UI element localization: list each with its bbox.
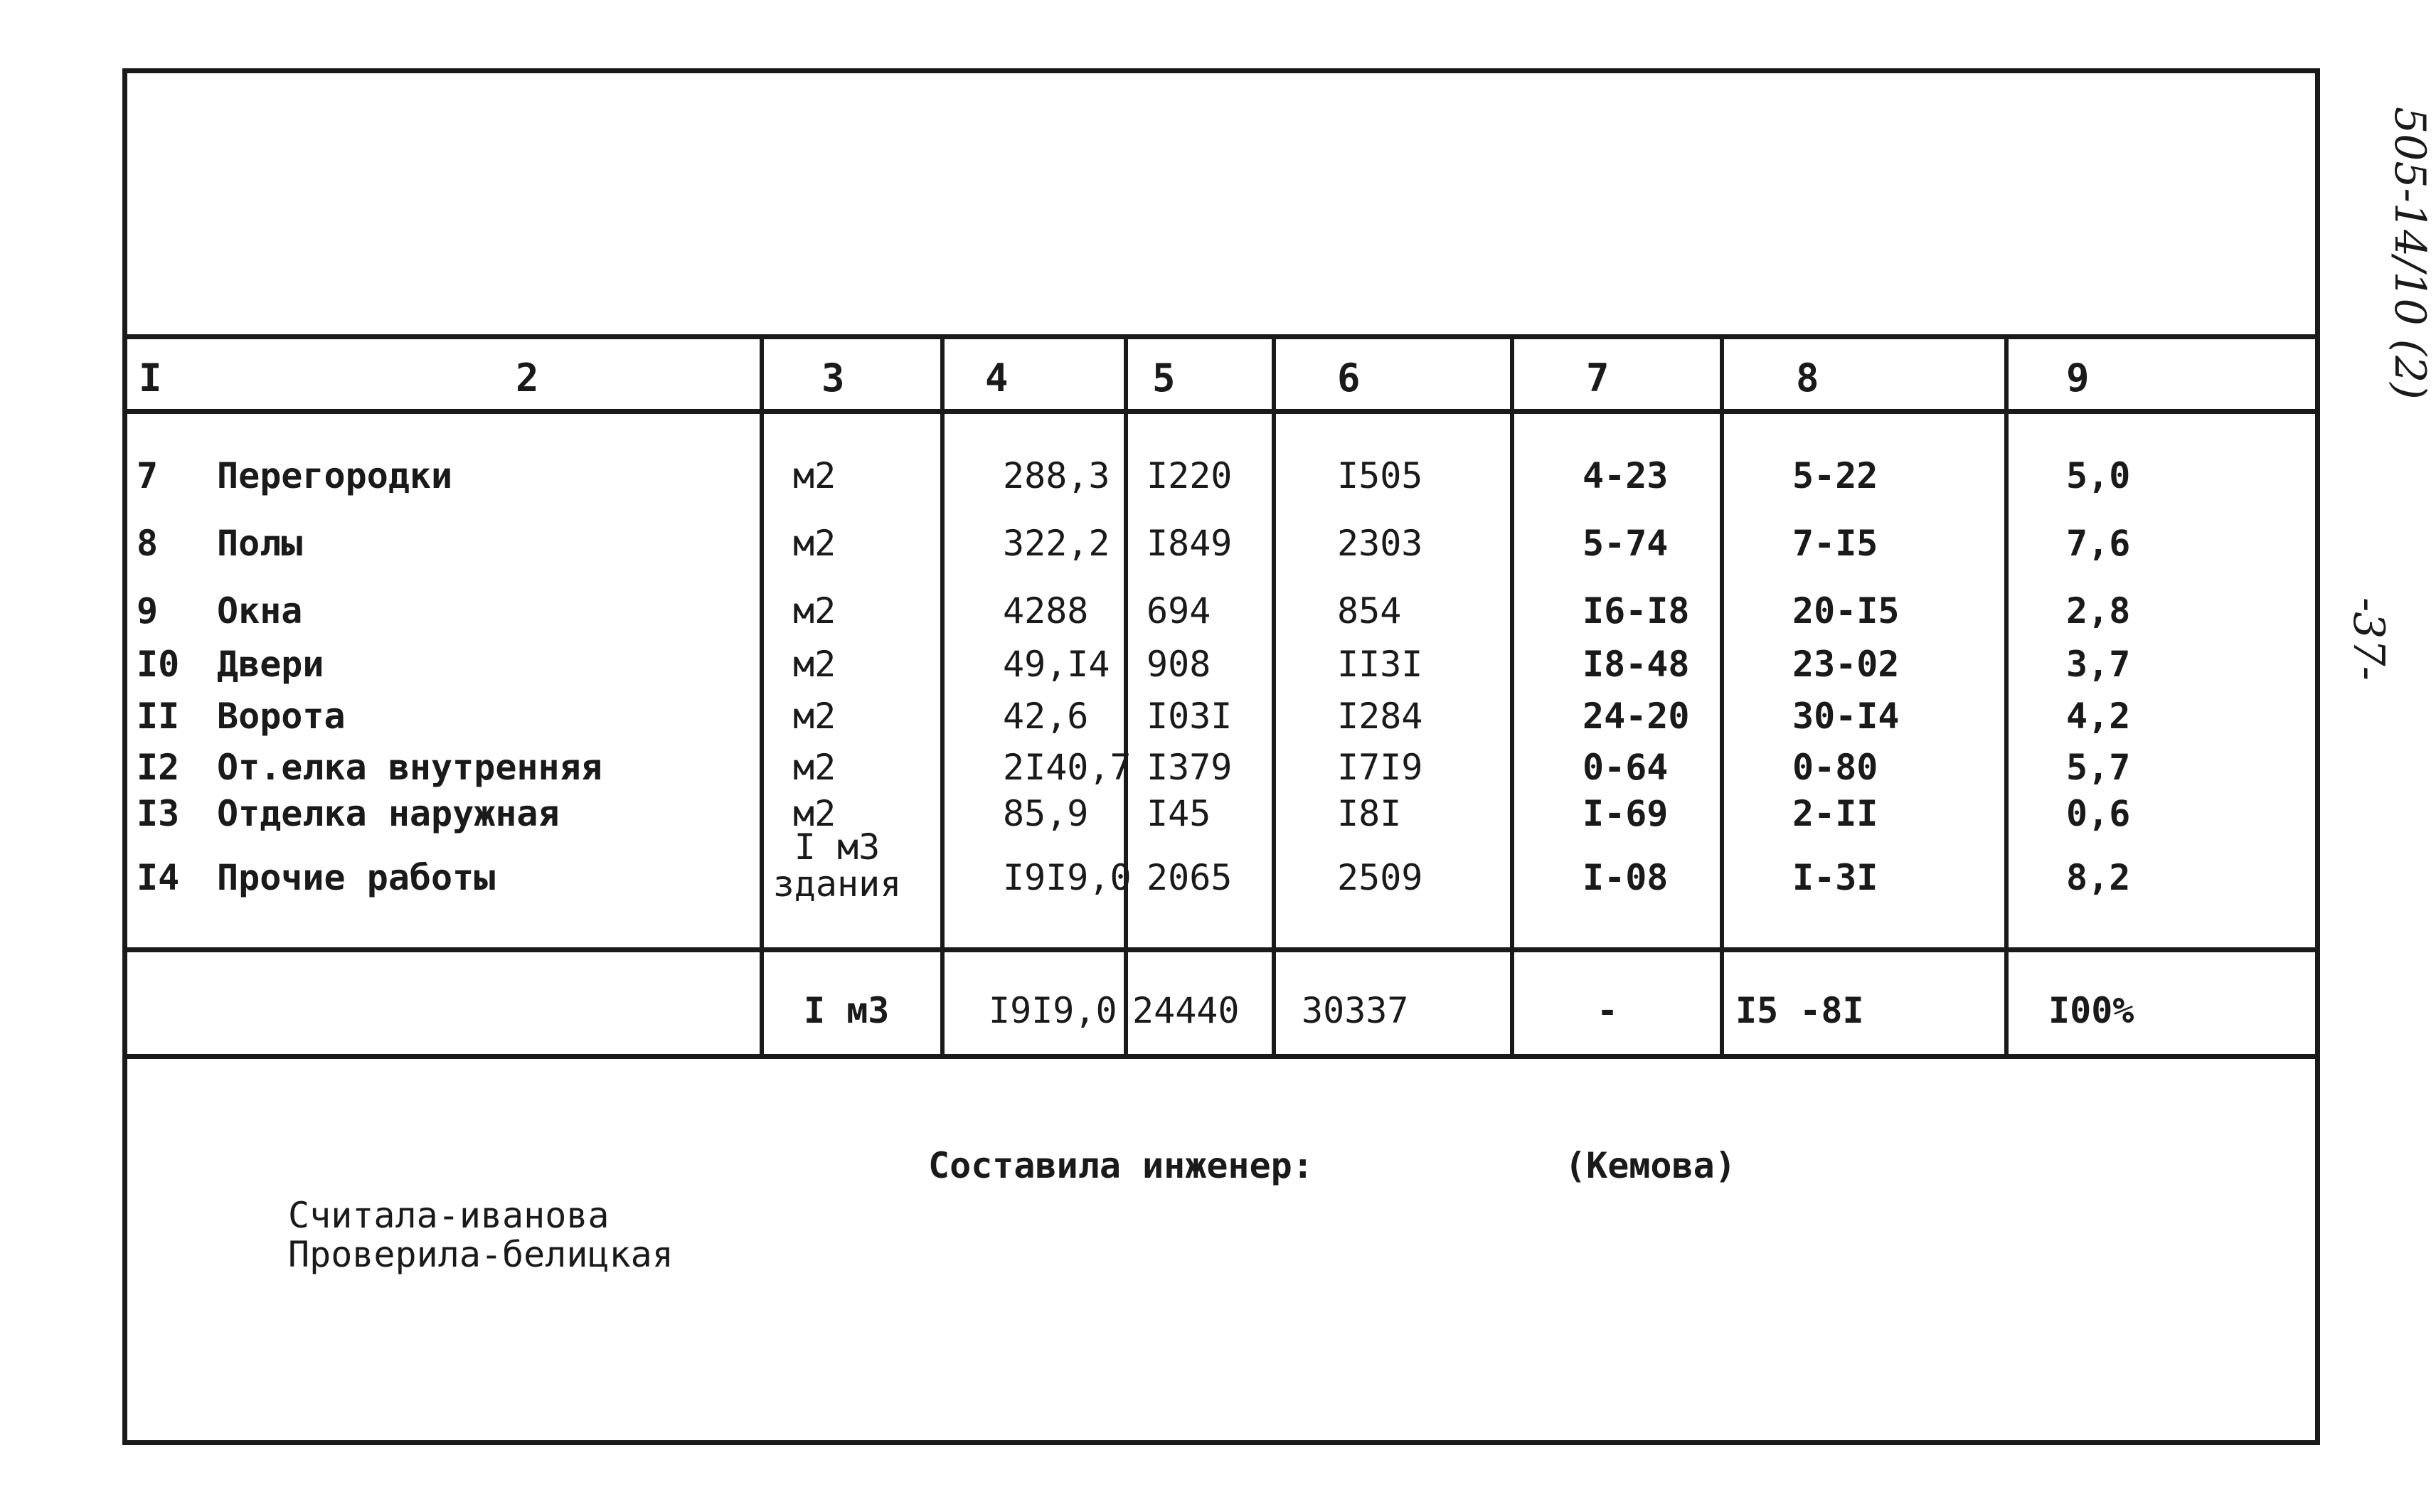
row-c4: 288,3 [1003, 455, 1110, 496]
row-c5: 908 [1147, 644, 1211, 685]
total-c7: - [1597, 990, 1619, 1031]
col-rule-8 [1720, 334, 1724, 1054]
row-c7: 24-20 [1583, 696, 1690, 737]
col-header-5: 5 [1152, 356, 1176, 400]
row-n: I4 [137, 857, 180, 898]
total-top-rule [127, 947, 2317, 952]
col-rule-9 [2004, 334, 2009, 1054]
col-header-9: 9 [2066, 356, 2090, 400]
col-header-7: 7 [1586, 356, 1610, 400]
row-c8: I-3I [1792, 857, 1878, 898]
col-header-3: 3 [821, 356, 845, 400]
row-name: Окна [217, 590, 303, 632]
row-name: От.елка внутренняя [217, 747, 602, 788]
row-c4: I9I9,0 [1003, 857, 1132, 898]
row-n: II [137, 696, 180, 737]
row-c9: 3,7 [2066, 644, 2131, 685]
row-c9: 7,6 [2066, 523, 2131, 564]
row-c6: I505 [1337, 455, 1423, 496]
row-name: Прочие работы [217, 857, 496, 898]
row-c5: 694 [1147, 590, 1211, 632]
col-rule-5 [1124, 334, 1128, 1054]
row-c5: I379 [1147, 747, 1233, 788]
row-c6: I8I [1337, 793, 1402, 834]
row-n: I3 [137, 793, 180, 834]
row-c4: 42,6 [1003, 696, 1089, 737]
row-c5: 2065 [1147, 857, 1233, 898]
row-unit: м2 [793, 696, 836, 737]
row-c7: I-08 [1583, 857, 1669, 898]
row-n: 8 [137, 523, 159, 564]
total-c6: 30337 [1302, 990, 1409, 1031]
row-c7: 5-74 [1583, 523, 1669, 564]
row-c4: 2I40,7 [1003, 747, 1132, 788]
row-c6: I284 [1337, 696, 1423, 737]
col-rule-7 [1510, 334, 1514, 1054]
row-c6: II3I [1337, 644, 1423, 685]
row-name: Полы [217, 523, 303, 564]
row-n: 7 [137, 455, 159, 496]
document-code: 505-14/10 (2) [2385, 107, 2435, 400]
row-c5: I03I [1147, 696, 1233, 737]
col-rule-3 [760, 334, 764, 1054]
row-name: Ворота [217, 696, 346, 737]
row-c8: 20-I5 [1792, 590, 1900, 632]
total-c4: I9I9,0 [989, 990, 1117, 1031]
row-c7: I-69 [1583, 793, 1669, 834]
row-c5: I220 [1147, 455, 1233, 496]
row-c6: 2303 [1337, 523, 1423, 564]
row-unit: м2 [793, 523, 836, 564]
counted-by: Считала-иванова [288, 1195, 610, 1236]
total-c9: I00% [2048, 990, 2134, 1031]
row-c4: 49,I4 [1003, 644, 1110, 685]
row-unit: I м3 здания [772, 826, 902, 905]
col-header-8: 8 [1796, 356, 1819, 400]
row-n: I2 [137, 747, 180, 788]
row-unit: м2 [793, 747, 836, 788]
row-c8: 30-I4 [1792, 696, 1900, 737]
row-c8: 0-80 [1792, 747, 1878, 788]
header-top-rule [127, 334, 2317, 339]
row-unit: м2 [793, 644, 836, 685]
col-rule-4 [940, 334, 945, 1054]
col-header-6: 6 [1337, 356, 1361, 400]
row-name: Перегородки [217, 455, 453, 496]
row-c6: 2509 [1337, 857, 1423, 898]
row-c9: 5,7 [2066, 747, 2131, 788]
row-unit: м2 [793, 793, 836, 834]
row-c8: 5-22 [1792, 455, 1878, 496]
row-c7: I6-I8 [1583, 590, 1690, 632]
row-c6: 854 [1337, 590, 1402, 632]
total-c8: I5 -8I [1735, 990, 1864, 1031]
checked-by: Проверила-белицкая [288, 1234, 674, 1275]
row-c5: I45 [1147, 793, 1211, 834]
row-c8: 23-02 [1792, 644, 1900, 685]
row-c9: 2,8 [2066, 590, 2131, 632]
row-c9: 5,0 [2066, 455, 2131, 496]
row-c7: 4-23 [1583, 455, 1669, 496]
col-rule-6 [1272, 334, 1276, 1054]
row-c7: 0-64 [1583, 747, 1669, 788]
row-name: Отделка наружная [217, 793, 560, 834]
row-c4: 4288 [1003, 590, 1089, 632]
row-n: 9 [137, 590, 159, 632]
row-c8: 2-II [1792, 793, 1878, 834]
total-unit: I м3 [804, 990, 890, 1031]
compiled-label: Составила инженер: [928, 1145, 1314, 1186]
total-bottom-rule [127, 1054, 2317, 1059]
row-c8: 7-I5 [1792, 523, 1878, 564]
row-c9: 0,6 [2066, 793, 2131, 834]
row-n: I0 [137, 644, 180, 685]
row-c4: 85,9 [1003, 793, 1089, 834]
row-name: Двери [217, 644, 324, 685]
col-header-1: I [139, 356, 162, 400]
row-c4: 322,2 [1003, 523, 1110, 564]
total-c5: 24440 [1132, 990, 1240, 1031]
col-header-2: 2 [516, 356, 539, 400]
row-c9: 4,2 [2066, 696, 2131, 737]
col-header-4: 4 [985, 356, 1009, 400]
page-number: -37- [2344, 597, 2393, 681]
compiled-name: (Кемова) [1565, 1145, 1736, 1186]
row-c7: I8-48 [1583, 644, 1690, 685]
row-unit: м2 [793, 455, 836, 496]
header-bottom-rule [127, 409, 2317, 414]
row-c5: I849 [1147, 523, 1233, 564]
row-c6: I7I9 [1337, 747, 1423, 788]
row-c9: 8,2 [2066, 857, 2131, 898]
row-unit: м2 [793, 590, 836, 632]
